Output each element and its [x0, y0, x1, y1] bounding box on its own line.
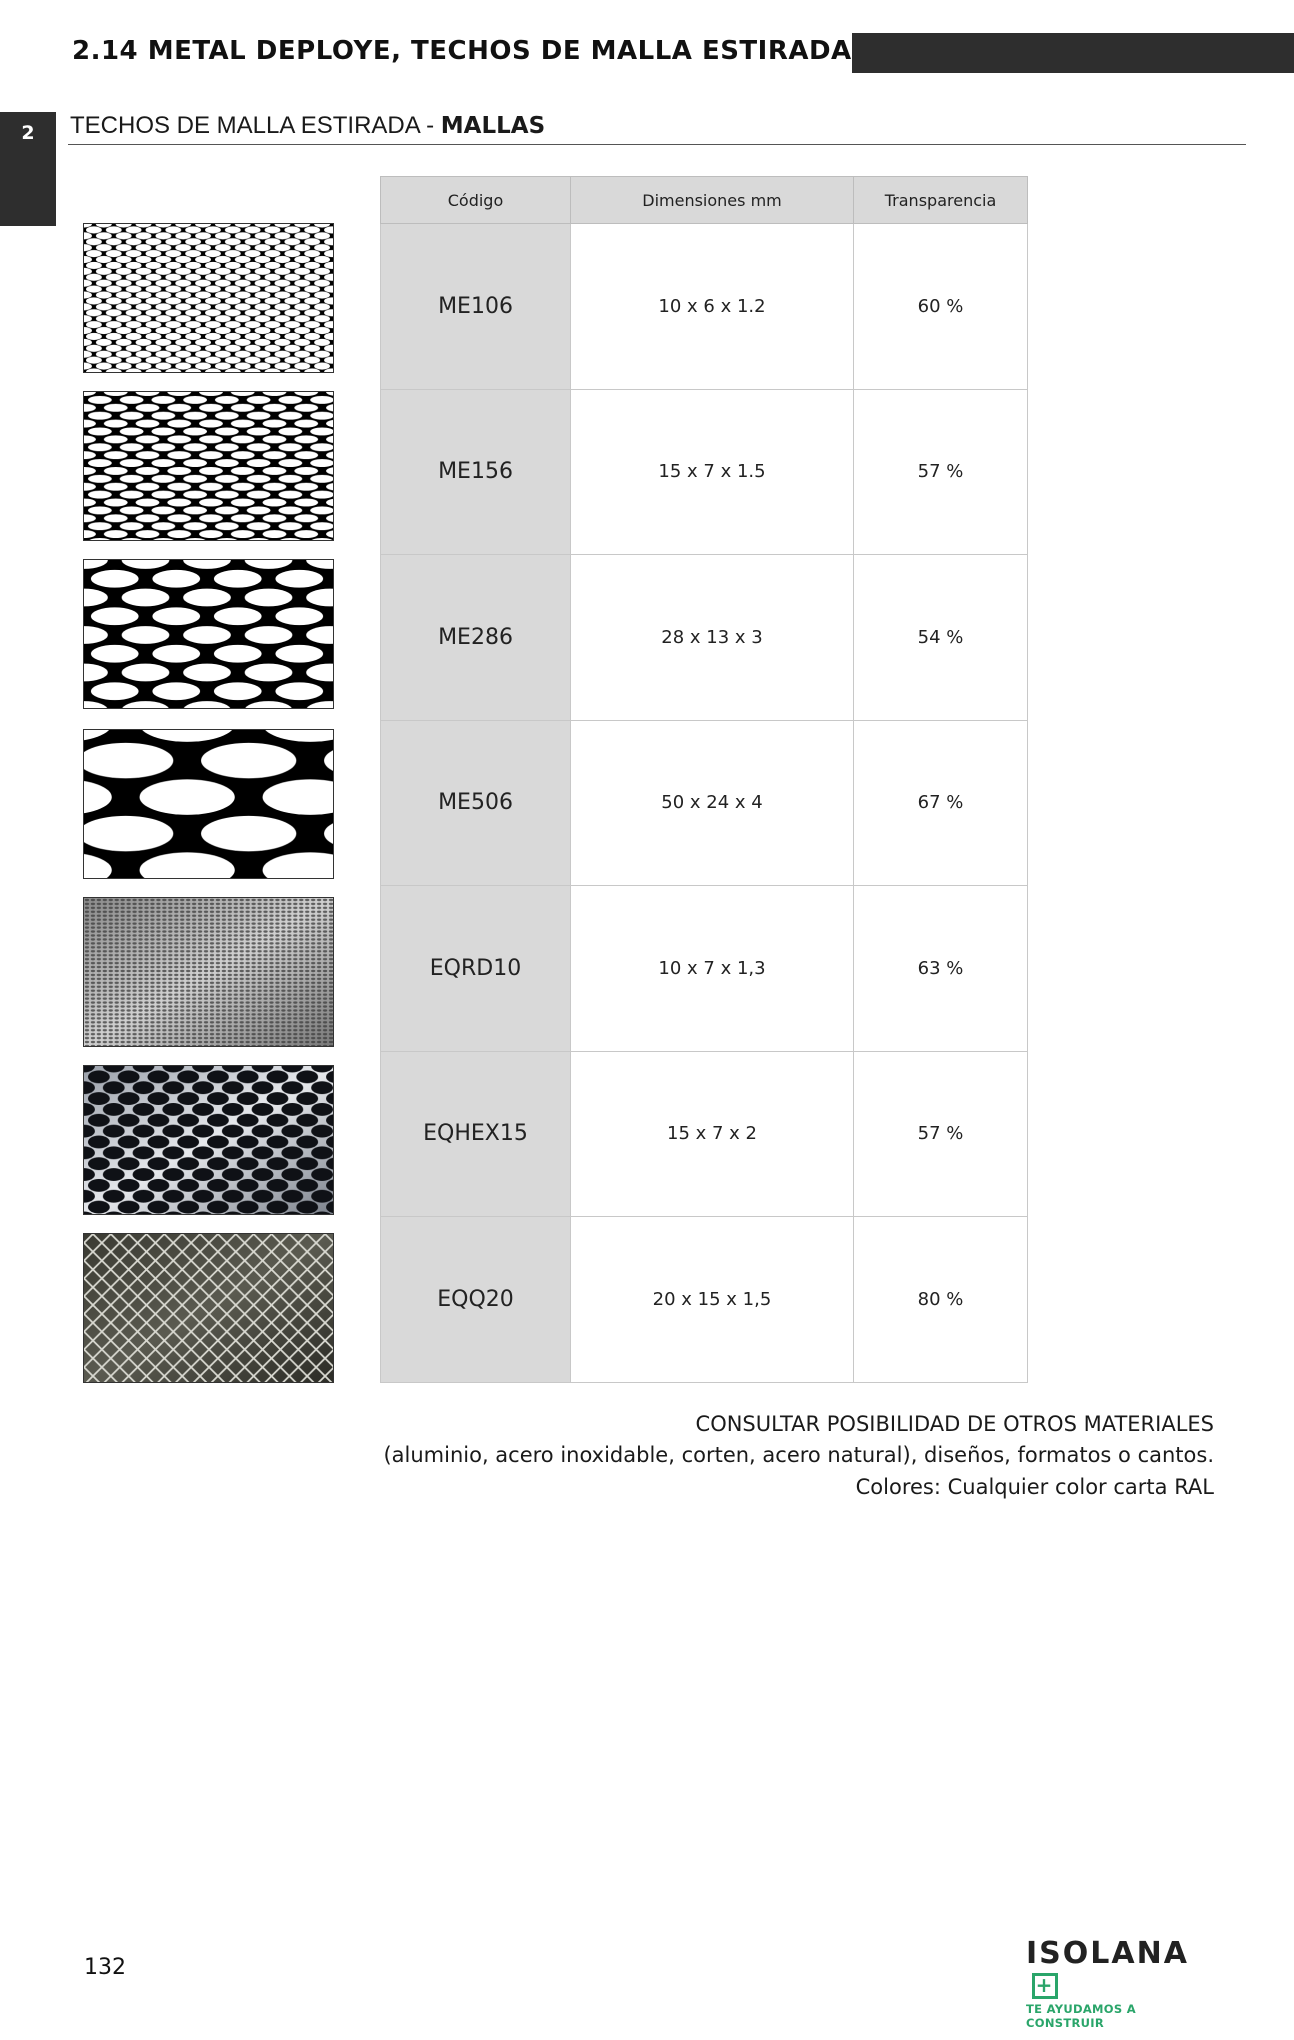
- chapter-tab: 2: [0, 112, 56, 226]
- transparency-cell: 57 %: [854, 389, 1028, 555]
- dimensions-cell: 20 x 15 x 1,5: [571, 1217, 854, 1383]
- table-row: [381, 720, 1028, 886]
- column-header-dimensions: Dimensiones mm: [571, 177, 854, 224]
- mesh-image-eqrd10: [83, 897, 334, 1047]
- mesh-image-me506: [83, 729, 334, 879]
- table-row: [381, 886, 1028, 1052]
- table-row: [381, 389, 1028, 555]
- code-cell: ME106: [381, 224, 571, 390]
- transparency-cell: 60 %: [854, 224, 1028, 390]
- subtitle-light: TECHOS DE MALLA ESTIRADA -: [70, 112, 441, 139]
- mesh-image-me286: [83, 559, 334, 709]
- table-row: [381, 224, 1028, 390]
- table-header-row: [381, 177, 1028, 224]
- logo-plus-icon: +: [1032, 1973, 1058, 1999]
- code-cell: EQQ20: [381, 1217, 571, 1383]
- table-row: [381, 555, 1028, 721]
- code-cell: EQHEX15: [381, 1051, 571, 1217]
- transparency-cell: 54 %: [854, 555, 1028, 721]
- dimensions-cell: 10 x 7 x 1,3: [571, 886, 854, 1052]
- note-materials-list: (aluminio, acero inoxidable, corten, acero natural), diseños, formatos o cantos.: [383, 1443, 1214, 1467]
- transparency-cell: 80 %: [854, 1217, 1028, 1383]
- page-subtitle: [70, 112, 545, 140]
- code-cell: ME506: [381, 720, 571, 886]
- mesh-image-me106: [83, 223, 334, 373]
- dimensions-cell: 10 x 6 x 1.2: [571, 224, 854, 390]
- title-decoration-bar: [852, 33, 1294, 73]
- table-row: [381, 1217, 1028, 1383]
- product-table: [380, 176, 1028, 1383]
- code-cell: ME156: [381, 389, 571, 555]
- logo-name: ISOLANA: [1026, 1936, 1189, 1971]
- logo-tagline: TE AYUDAMOS A CONSTRUIR: [1026, 2002, 1136, 2030]
- transparency-cell: 63 %: [854, 886, 1028, 1052]
- subtitle-bold: MALLAS: [440, 113, 546, 139]
- mesh-image-eqhex15: [83, 1065, 334, 1215]
- transparency-cell: 57 %: [854, 1051, 1028, 1217]
- column-header-transparency: Transparencia: [854, 177, 1028, 224]
- page-number: 132: [84, 1955, 126, 1980]
- mesh-image-me156: [83, 391, 334, 541]
- dimensions-cell: 15 x 7 x 1.5: [571, 389, 854, 555]
- dimensions-cell: 28 x 13 x 3: [571, 555, 854, 721]
- mesh-image-eqq20: [83, 1233, 334, 1383]
- transparency-cell: 67 %: [854, 720, 1028, 886]
- code-cell: EQRD10: [381, 886, 571, 1052]
- dimensions-cell: 15 x 7 x 2: [571, 1051, 854, 1217]
- table-row: [381, 1051, 1028, 1217]
- note-colors: Colores: Cualquier color carta RAL: [855, 1475, 1214, 1499]
- section-title: 2.14 METAL DEPLOYE, TECHOS DE MALLA ESTIRADA: [72, 36, 852, 66]
- isolana-logo: [1026, 1936, 1218, 2030]
- subtitle-divider: [68, 144, 1246, 145]
- note-consult-materials: CONSULTAR POSIBILIDAD DE OTROS MATERIALES: [695, 1412, 1214, 1436]
- dimensions-cell: 50 x 24 x 4: [571, 720, 854, 886]
- code-cell: ME286: [381, 555, 571, 721]
- column-header-code: Código: [381, 177, 571, 224]
